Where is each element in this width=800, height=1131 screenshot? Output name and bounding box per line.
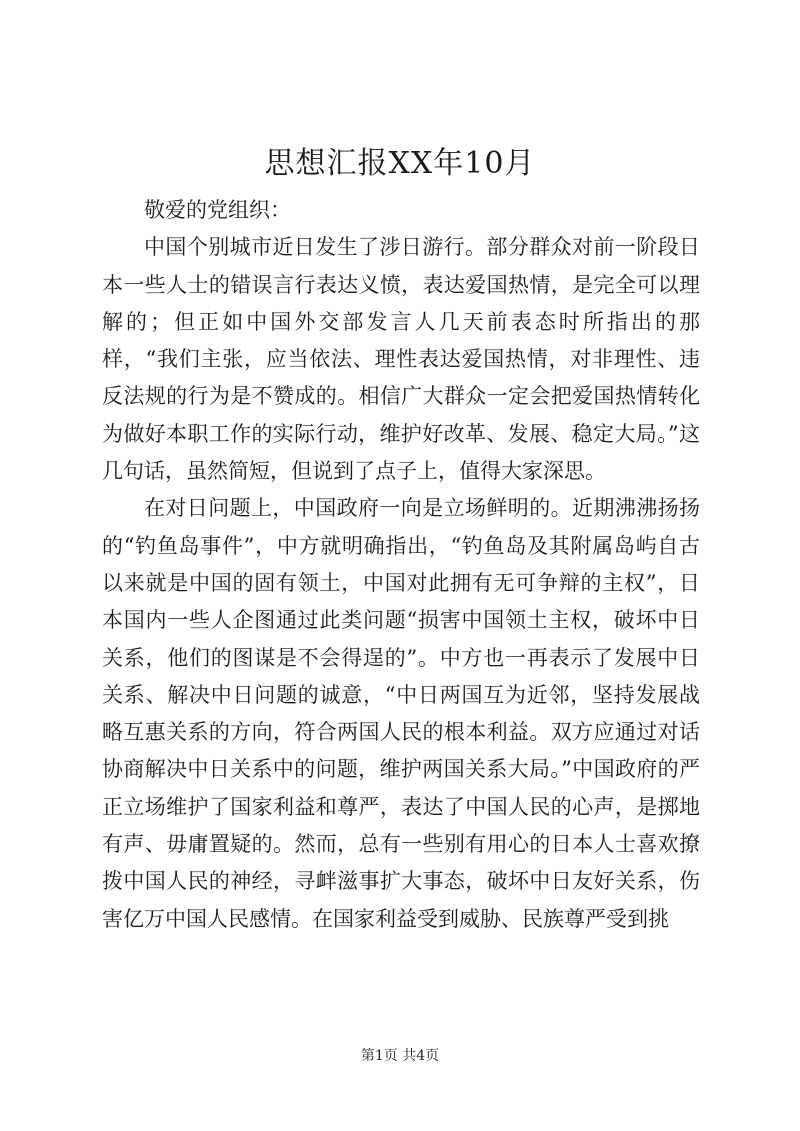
salutation: 敬爱的党组织： xyxy=(144,198,291,222)
paragraph: 中国个别城市近日发生了涉日游行。部分群众对前一阶段日本一些人士的错误言行表达义愤，表达爱国热情，是完全可以理解的；但正如中国外交部发言人几天前表态时所指出的那样，“我们主张，应当依法、理性表达爱国热情，对非理性、违反法规的行为是不赞成的。相信广大群众一定会把爱国热情转化为做好本职工作的实际行动，维护好改革、发展、稳定大局。”这几句话，虽然简短，但说到了点子上，值得大家深思。 xyxy=(102,235,700,484)
page-footer: 第1页 共4页 xyxy=(360,1048,440,1064)
paragraph: 在对日问题上，中国政府一向是立场鲜明的。近期沸沸扬扬的“钓鱼岛事件”，中方就明确指出，“钓鱼岛及其附属岛屿自古以来就是中国的固有领土，中国对此拥有无可争辩的主权”，日本国内一些人企图通过此类问题“损害中国领土主权，破坏中日关系，他们的图谋是不会得逞的”。中方也一再表示了发展中日关系、解决中日问题的诚意，“中日两国互为近邻，坚持发展战略互惠关系的方向，符合两国人民的根本利益。双方应通过对话协商解决中日关系中的问题，维护两国关系大局。”中国政府的严正立场维护了国家利益和尊严，表达了中国人民的心声，是掷地有声、毋庸置疑的。然而，总有一些别有用心的日本人士喜欢撩拨中国人民的神经，寻衅滋事扩大事态，破坏中日友好关系，伤害亿万中国人民感情。在国家利益受到威胁、民族尊严受到挑 xyxy=(102,496,700,931)
page-title: 思想汇报XX年10月 xyxy=(264,146,536,181)
document-body xyxy=(102,192,700,938)
